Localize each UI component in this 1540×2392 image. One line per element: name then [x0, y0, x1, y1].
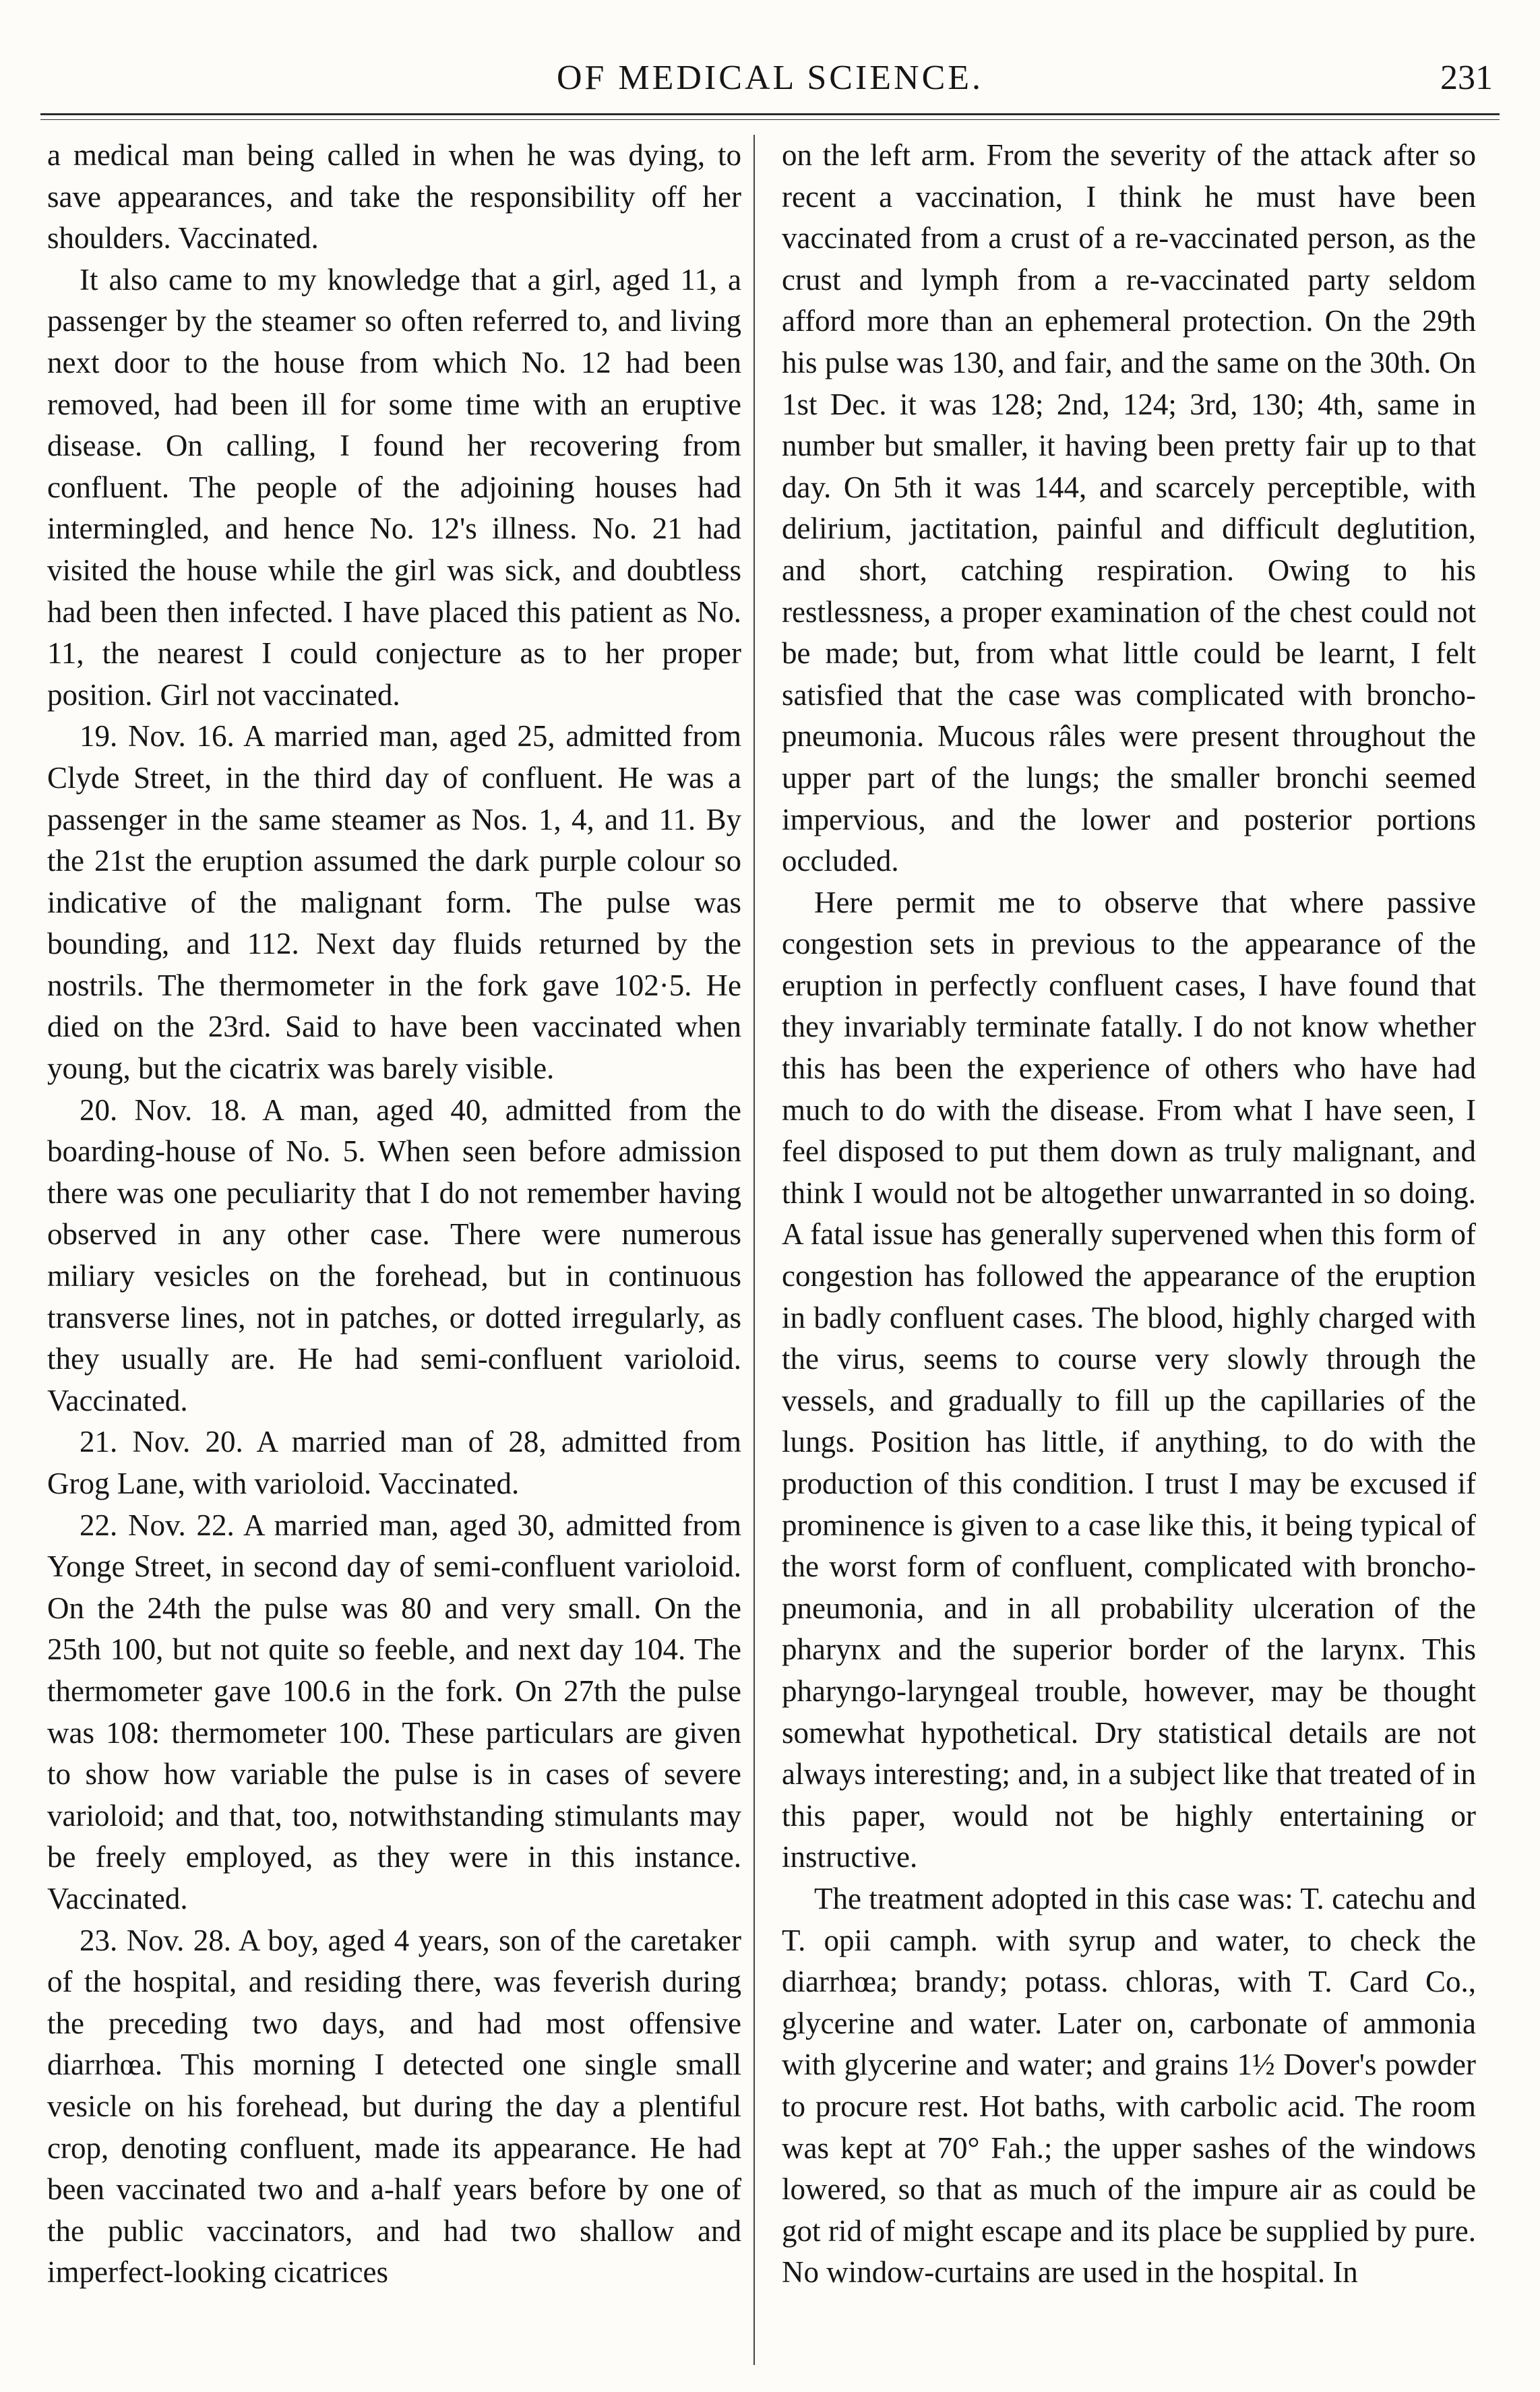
paragraph: It also came to my knowledge that a girl, aged 11, a passenger by the steamer so often referred to, and living next door to the house from which No. 12 had been removed, had been ill for some time with an eruptive disease. On calling, I found her recovering from confluent. The people of the adjoining houses had intermingled, and hence No. 12's illness. No. 21 had visited the house while the girl was sick, and doubtless had been then infected. I have placed this patient as No. 11, the nearest I could conjecture as to her proper position. Girl not vaccinated.	[47, 262, 741, 712]
paragraph: 23. Nov. 28. A boy, aged 4 years, son of the caretaker of the hospital, and residing there, was feverish during the preceding two days, and had most offensive diarrhœa. This morning I detected one single small vesicle on his forehead, but during the day a plentiful crop, denoting confluent, made its appearance. He had been vaccinated two and a-half years before by one of the public vaccinators, and had two shallow and imperfect-looking cicatrices	[47, 1923, 741, 2290]
header-rule	[40, 113, 1500, 120]
paragraph: Here permit me to observe that where passive congestion sets in previous to the appearance of the eruption in perfectly confluent cases, I have found that they invariably terminate fatally. I do not know whether this has been the experience of others who have had much to do with the disease. From what I have seen, I feel disposed to put them down as truly malignant, and think I would not be altogether unwarranted in so doing. A fatal issue has generally supervened when this form of congestion has followed the appearance of the eruption in badly confluent cases. The blood, highly charged with the virus, seems to course very slowly through the vessels, and gradually to fill up the capillaries of the lungs. Position has little, if anything, to do with the production of this condition. I trust I may be excused if prominence is given to a case like this, it being typical of the worst form of confluent, complicated with broncho-pneumonia, and in all probability ulceration of the pharynx and the superior border of the larynx. This pharyngo-laryngeal trouble, however, may be thought somewhat hypothetical. Dry statistical details are not always interesting; and, in a subject like that treated of in this paper, would not be highly entertaining or instructive.	[782, 885, 1476, 1874]
paragraph: 22. Nov. 22. A married man, aged 30, admitted from Yonge Street, in second day of semi-confluent varioloid. On the 24th the pulse was 80 and very small. On the 25th 100, but not quite so feeble, and next day 104. The thermometer gave 100.6 in the fork. On 27th the pulse was 108: thermometer 100. These particulars are given to show how variable the pulse is in cases of severe varioloid; and that, too, notwithstanding stimulants may be freely employed, as they were in this instance. Vaccinated.	[47, 1508, 741, 1915]
paragraph: a medical man being called in when he was dying, to save appearances, and take the responsibility off her shoulders. Vaccinated.	[47, 138, 741, 255]
paragraph: 21. Nov. 20. A married man of 28, admitted from Grog Lane, with varioloid. Vaccinated.	[47, 1425, 741, 1500]
left-column	[47, 135, 741, 2294]
page-header	[40, 53, 1500, 106]
running-head: OF MEDICAL SCIENCE.	[556, 59, 984, 97]
page-number: 231	[1440, 59, 1493, 97]
paragraph: 20. Nov. 18. A man, aged 40, admitted from the boarding-house of No. 5. When seen before admission there was one peculiarity that I do not remember having observed in any other case. There were numerous miliary vesicles on the forehead, but in continuous transverse lines, not in patches, or dotted irregularly, as they usually are. He had semi-confluent varioloid. Vaccinated.	[47, 1093, 741, 1417]
paragraph: 19. Nov. 16. A married man, aged 25, admitted from Clyde Street, in the third day of confluent. He was a passenger in the same steamer as Nos. 1, 4, and 11. By the 21st the eruption assumed the dark purple colour so indicative of the malignant form. The pulse was bounding, and 112. Next day fluids returned by the nostrils. The thermometer in the fork gave 102·5. He died on the 23rd. Said to have been vaccinated when young, but the cicatrix was barely visible.	[47, 719, 741, 1086]
right-column	[782, 135, 1476, 2294]
paragraph: The treatment adopted in this case was: T. catechu and T. opii camph. with syrup and water, to check the diarrhœa; brandy; potass. chloras, with T. Card Co., glycerine and water. Later on, carbonate of ammonia with glycerine and water; and grains 1½ Dover's powder to procure rest. Hot baths, with carbolic acid. The room was kept at 70° Fah.; the upper sashes of the windows lowered, so that as much of the impure air as could be got rid of might escape and its place be supplied by pure. No window-curtains are used in the hospital. In	[782, 1881, 1476, 2290]
column-divider	[753, 135, 755, 2365]
paragraph: on the left arm. From the severity of the attack after so recent a vaccination, I think he must have been vaccinated from a crust of a re-vaccinated person, as the crust and lymph from a re-vaccinated party seldom afford more than an ephemeral protection. On the 29th his pulse was 130, and fair, and the same on the 30th. On 1st Dec. it was 128; 2nd, 124; 3rd, 130; 4th, same in number but smaller, it having been pretty fair up to that day. On 5th it was 144, and scarcely perceptible, with delirium, jactitation, painful and difficult deglutition, and short, catching respiration. Owing to his restlessness, a proper examination of the chest could not be made; but, from what little could be learnt, I felt satisfied that the case was complicated with broncho-pneumonia. Mucous râles were present throughout the upper part of the lungs; the smaller bronchi seemed impervious, and the lower and posterior portions occluded.	[782, 138, 1476, 878]
